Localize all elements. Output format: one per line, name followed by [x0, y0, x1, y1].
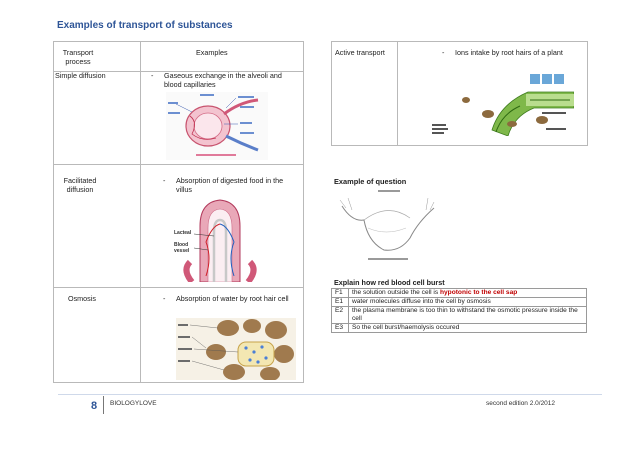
bullet-dash: - [442, 48, 445, 57]
explain-heading: Explain how red blood cell burst [334, 278, 445, 287]
lacteal-label: Lacteal [174, 230, 192, 236]
answer-text: So the cell burst/haemolysis occured [349, 324, 587, 333]
answer-code: E3 [332, 324, 349, 333]
footer-divider [58, 394, 602, 395]
question-heading: Example of question [334, 177, 407, 186]
answer-text [349, 289, 587, 298]
answer-code: F1 [332, 289, 349, 298]
alveoli-diagram [166, 92, 268, 160]
page-title: Examples of transport of substances [57, 20, 233, 31]
row-cell [53, 287, 141, 383]
process-label: Simple diffusion [55, 71, 106, 80]
root-hair-active-transport-diagram [430, 70, 574, 136]
example-text: Ions intake by root hairs of a plant [455, 48, 563, 57]
answer-code: E1 [332, 298, 349, 307]
example-text: Gaseous exchange in the alveoli and blood capillaries [164, 71, 282, 90]
answer-text-plain: the solution outside the cell is [352, 289, 440, 296]
root-hair-osmosis-diagram [176, 318, 296, 380]
page-number: 8 [91, 400, 98, 412]
bullet-dash: - [163, 176, 166, 185]
answer-row [332, 324, 587, 333]
blood-vessel-label: Blood vessel [174, 242, 190, 254]
highlighted-term: hypotonic to the cell sap [439, 289, 518, 296]
page-number-divider [103, 396, 104, 414]
example-text: Absorption of water by root hair cell [176, 294, 289, 303]
row-cell [53, 71, 141, 165]
bullet-dash: - [163, 294, 166, 303]
process-label: Facilitated diffusion [63, 176, 97, 195]
answer-row [332, 289, 587, 298]
answer-row [332, 298, 587, 307]
footer-right-text: second edition 2.0/2012 [486, 400, 556, 407]
answer-table [331, 288, 587, 333]
answer-text: the plasma membrane is too thin to withstand the osmotic pressure inside the cell [349, 307, 587, 324]
bullet-dash: - [151, 71, 154, 80]
answer-code: E2 [332, 307, 349, 324]
example-text: Absorption of digested food in the villus [176, 176, 284, 195]
answer-row [332, 307, 587, 324]
column-header-process: Transport process [62, 48, 94, 67]
process-label: Active transport [335, 48, 385, 57]
column-header-examples: Examples [196, 48, 228, 57]
footer-left-text: BIOLOGYLOVE [110, 400, 157, 407]
villus-diagram [172, 196, 268, 282]
answer-text: water molecules diffuse into the cell by osmosis [349, 298, 587, 307]
burst-red-blood-cell-diagram [338, 188, 438, 266]
process-label: Osmosis [68, 294, 96, 303]
